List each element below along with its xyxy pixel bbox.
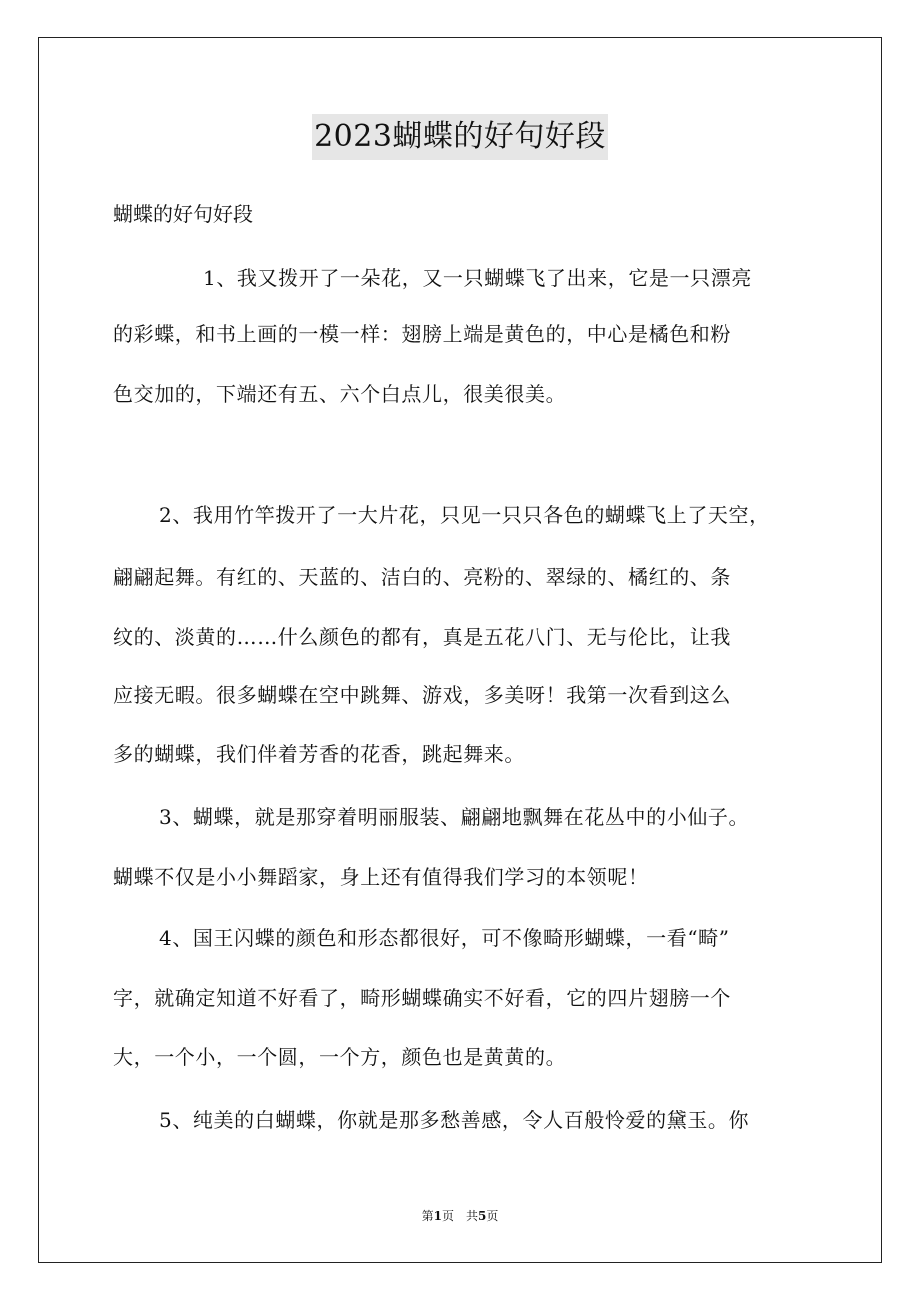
paragraph-2-line-2: 翩翩起舞。有红的、天蓝的、洁白的、亮粉的、翠绿的、橘红的、条	[113, 565, 731, 589]
paragraph-2-line-1: 2、我用竹竿拨开了一大片花，只见一只只各色的蝴蝶飞上了天空，	[159, 503, 770, 527]
footer-suffix: 页	[486, 1209, 499, 1223]
footer-prefix: 第	[421, 1209, 434, 1223]
paragraph-4-line-2: 字，就确定知道不好看了，畸形蝴蝶确实不好看，它的四片翅膀一个	[113, 986, 731, 1010]
footer-total-pages: 5	[478, 1209, 487, 1223]
paragraph-3-line-2: 蝴蝶不仅是小小舞蹈家，身上还有值得我们学习的本领呢！	[113, 865, 649, 889]
paragraph-2-line-3: 纹的、淡黄的……什么颜色的都有，真是五花八门、无与伦比，让我	[113, 625, 731, 649]
paragraph-1-line-1: 1、我又拨开了一朵花，又一只蝴蝶飞了出来，它是一只漂亮	[203, 266, 752, 290]
paragraph-2-line-4: 应接无暇。很多蝴蝶在空中跳舞、游戏，多美呀！我第一次看到这么	[113, 683, 731, 707]
paragraph-1-line-3: 色交加的，下端还有五、六个白点儿，很美很美。	[113, 382, 567, 406]
document-title: 2023蝴蝶的好句好段	[312, 114, 608, 160]
page-footer	[0, 1207, 920, 1225]
document-subtitle: 蝴蝶的好句好段	[113, 202, 253, 226]
paragraph-4-line-1: 4、国王闪蝶的颜色和形态都很好，可不像畸形蝴蝶，一看“畸”	[159, 926, 730, 950]
paragraph-4-line-3: 大，一个小，一个圆，一个方，颜色也是黄黄的。	[113, 1045, 567, 1069]
paragraph-5-line-1: 5、纯美的白蝴蝶，你就是那多愁善感，令人百般怜爱的黛玉。你	[159, 1108, 750, 1132]
footer-current-page: 1	[433, 1209, 442, 1223]
title-wrap	[0, 114, 920, 160]
footer-mid: 页 共	[441, 1209, 478, 1223]
paragraph-3-line-1: 3、蝴蝶，就是那穿着明丽服装、翩翩地飘舞在花丛中的小仙子。	[159, 805, 750, 829]
paragraph-1-line-2: 的彩蝶，和书上画的一模一样：翅膀上端是黄色的，中心是橘色和粉	[113, 322, 731, 346]
paragraph-2-line-5: 多的蝴蝶，我们伴着芳香的花香，跳起舞来。	[113, 742, 525, 766]
